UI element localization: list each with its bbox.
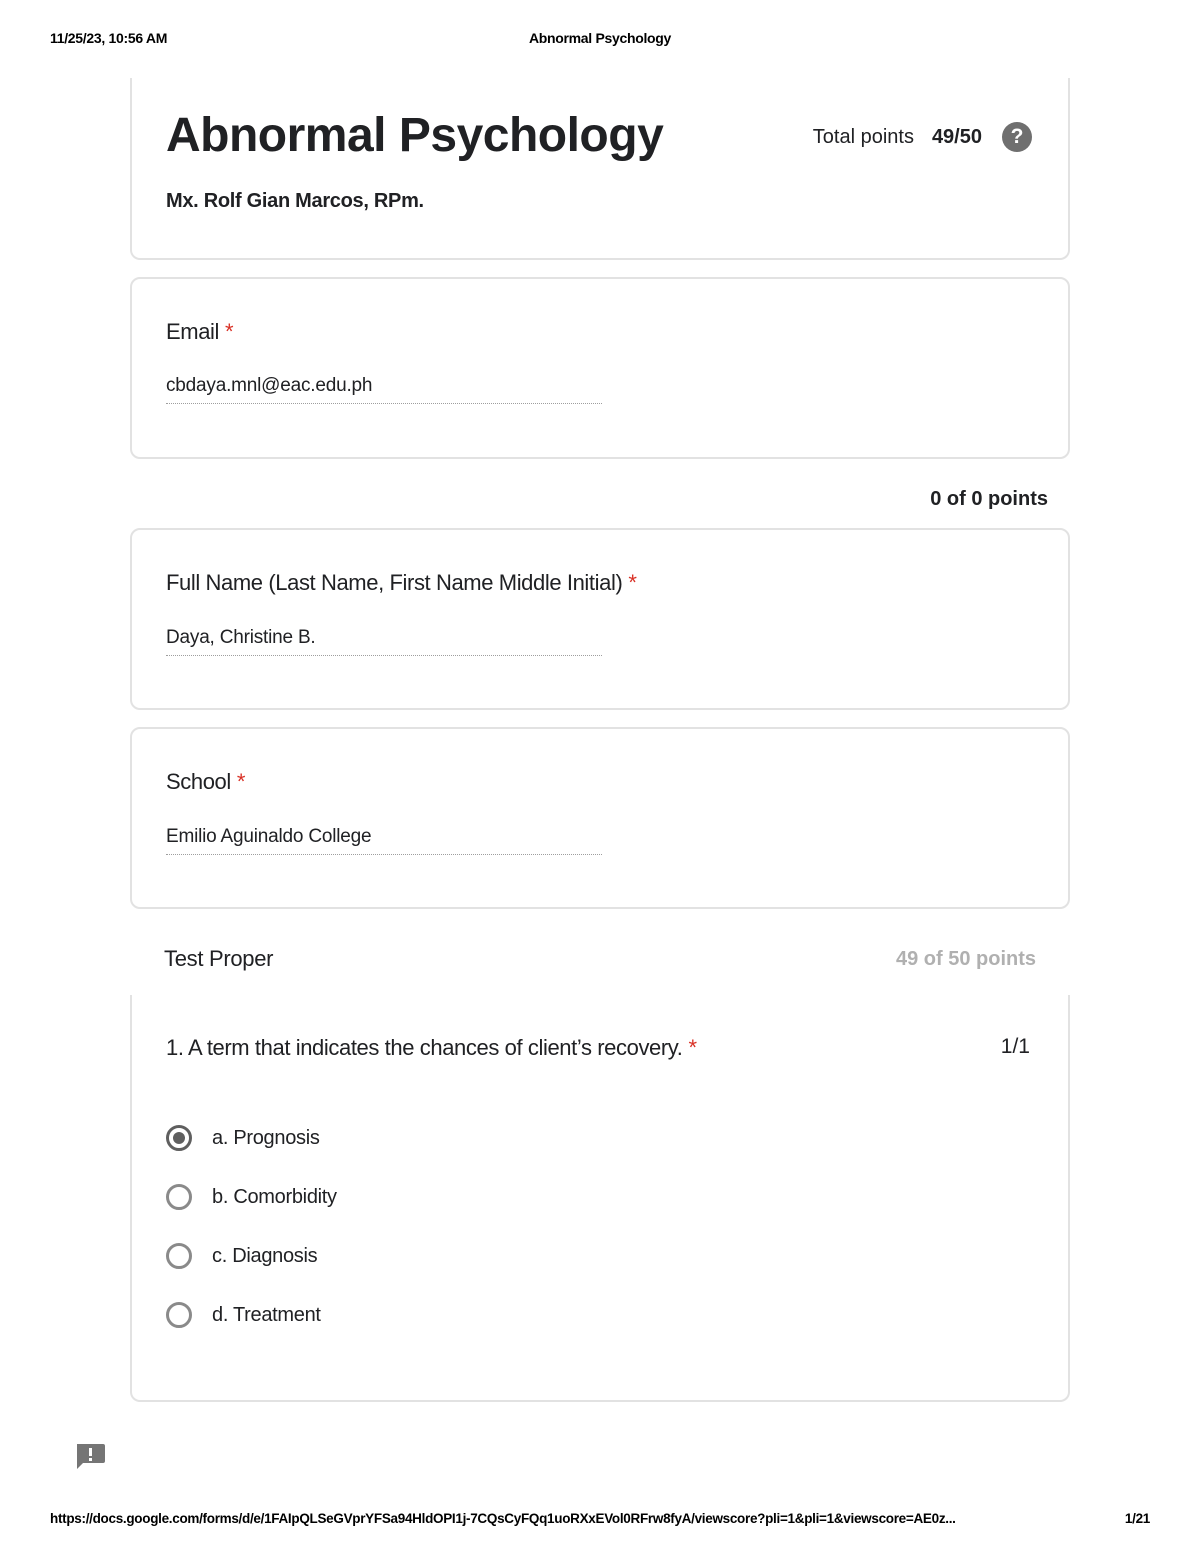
print-header xyxy=(0,30,1200,48)
question-text-content: 1. A term that indicates the chances of client’s recovery. xyxy=(166,1035,683,1060)
report-feedback-icon[interactable] xyxy=(74,1442,106,1470)
section-title: Test Proper xyxy=(164,946,274,971)
question-card xyxy=(130,995,1070,1402)
radio-unchecked-icon[interactable] xyxy=(166,1302,192,1328)
print-footer xyxy=(0,1511,1200,1529)
school-label xyxy=(166,769,245,795)
print-url: https://docs.google.com/forms/d/e/1FAIpQLSeGVprYFSa94HldOPI1j-7CQsCyFQq1uoRXxEVol0RFrw8fyA/viewscore?pli=1&pli=1&viewscore=AE0z... xyxy=(50,1511,956,1526)
help-circle-icon[interactable]: ? xyxy=(1002,122,1032,152)
option-c[interactable] xyxy=(166,1243,317,1269)
required-asterisk: * xyxy=(225,319,234,344)
email-label xyxy=(166,319,233,345)
radio-unchecked-icon[interactable] xyxy=(166,1184,192,1210)
total-points xyxy=(813,122,1032,152)
option-b[interactable] xyxy=(166,1184,337,1210)
email-card xyxy=(130,277,1070,459)
section-points: 0 of 0 points xyxy=(930,488,1048,510)
full-name-label-text: Full Name (Last Name, First Name Middle Initial) xyxy=(166,570,623,595)
required-asterisk: * xyxy=(688,1035,697,1060)
option-label: c. Diagnosis xyxy=(212,1244,318,1267)
form-title: Abnormal Psychology xyxy=(166,109,664,162)
form-subtitle: Mx. Rolf Gian Marcos, RPm. xyxy=(166,190,424,212)
print-title: Abnormal Psychology xyxy=(528,30,672,46)
option-d[interactable] xyxy=(166,1302,321,1328)
question-text xyxy=(166,1035,697,1061)
form-title-card xyxy=(130,78,1070,260)
school-card xyxy=(130,727,1070,909)
page-number: 1/21 xyxy=(1124,1511,1150,1526)
option-label: b. Comorbidity xyxy=(212,1185,337,1208)
required-asterisk: * xyxy=(628,570,637,595)
section-score: 49 of 50 points xyxy=(895,948,1036,970)
required-asterisk: * xyxy=(236,769,246,794)
school-answer: Emilio Aguinaldo College xyxy=(166,826,602,855)
option-label: a. Prognosis xyxy=(212,1126,320,1149)
total-points-label: Total points xyxy=(812,125,914,148)
radio-checked-icon[interactable] xyxy=(166,1125,192,1151)
email-label-text: Email xyxy=(166,319,220,344)
total-points-value: 49/50 xyxy=(931,125,982,148)
email-answer: cbdaya.mnl@eac.edu.ph xyxy=(166,375,602,404)
full-name-label xyxy=(166,570,637,596)
option-label: d. Treatment xyxy=(212,1303,321,1326)
radio-unchecked-icon[interactable] xyxy=(166,1243,192,1269)
question-score: 1/1 xyxy=(1000,1035,1030,1058)
full-name-card xyxy=(130,528,1070,710)
option-a[interactable] xyxy=(166,1125,320,1151)
school-label-text: School xyxy=(166,769,231,794)
print-datetime: 11/25/23, 10:56 AM xyxy=(50,30,168,46)
full-name-answer: Daya, Christine B. xyxy=(166,627,602,656)
